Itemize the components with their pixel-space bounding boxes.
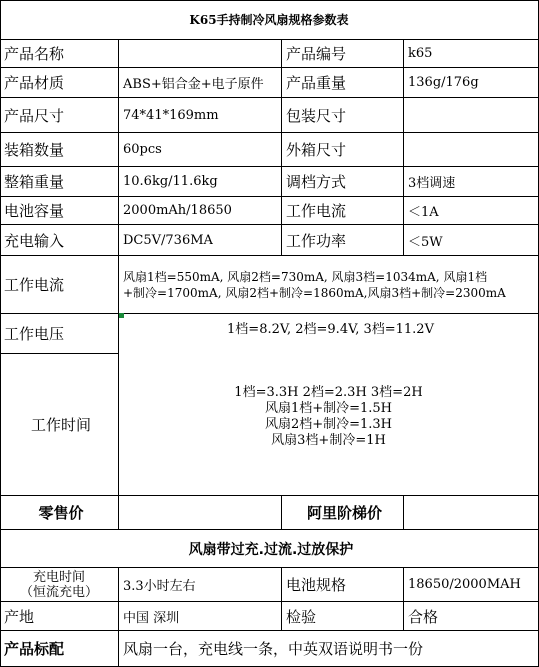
value-retail-price bbox=[119, 496, 282, 530]
label-voltage: 工作电压 bbox=[0, 314, 119, 354]
label-carton-qty: 装箱数量 bbox=[0, 133, 119, 167]
label-accessories: 产品标配 bbox=[0, 631, 119, 667]
value-carton-weight: 10.6kg/11.6kg bbox=[119, 167, 282, 197]
value-charge-input: DC5V/736MA bbox=[119, 225, 282, 256]
label-product-code: 产品编号 bbox=[282, 40, 404, 68]
current-line-1: 风扇1档=550mA, 风扇2档=730mA, 风扇3档=1034mA, 风扇1档 bbox=[123, 269, 488, 284]
value-size: 74*41*169mm bbox=[119, 98, 282, 133]
label-power: 工作功率 bbox=[282, 225, 404, 256]
label-inspection: 检验 bbox=[282, 602, 404, 631]
value-charge-time: 3.3小时左右 bbox=[119, 568, 282, 602]
value-package-size bbox=[404, 98, 539, 133]
charge-time-label-line-1: 充电时间 bbox=[32, 569, 85, 585]
label-battery-spec: 电池规格 bbox=[282, 568, 404, 602]
selection-handle bbox=[119, 313, 124, 318]
label-charge-time bbox=[0, 568, 119, 602]
value-product-name bbox=[119, 40, 282, 68]
label-speed-control: 调档方式 bbox=[282, 167, 404, 197]
value-battery: 2000mAh/18650 bbox=[119, 197, 282, 225]
label-package-size: 包装尺寸 bbox=[282, 98, 404, 133]
label-carton-size: 外箱尺寸 bbox=[282, 133, 404, 167]
value-carton-qty: 60pcs bbox=[119, 133, 282, 167]
label-current-detail: 工作电流 bbox=[0, 256, 119, 314]
value-inspection: 合格 bbox=[404, 602, 539, 631]
value-material: ABS+铝合金+电子原件 bbox=[119, 68, 282, 98]
value-voltage: 1档=8.2V, 2档=9.4V, 3档=11.2V bbox=[119, 314, 539, 338]
value-weight: 136g/176g bbox=[404, 68, 539, 98]
value-accessories: 风扇一台，充电线一条，中英双语说明书一份 bbox=[119, 631, 539, 667]
label-origin: 产地 bbox=[0, 602, 119, 631]
label-retail-price: 零售价 bbox=[0, 496, 119, 530]
label-charge-input: 充电输入 bbox=[0, 225, 119, 256]
value-origin: 中国 深圳 bbox=[119, 602, 282, 631]
value-speed-control: 3档调速 bbox=[404, 167, 539, 197]
runtime-line-3: 风扇2档+制冷=1.3H bbox=[264, 416, 393, 432]
label-tier-price: 阿里阶梯价 bbox=[282, 496, 404, 530]
value-work-current: ＜1A bbox=[404, 197, 539, 225]
label-battery: 电池容量 bbox=[0, 197, 119, 225]
runtime-line-1: 1档=3.3H 2档=2.3H 3档=2H bbox=[234, 384, 423, 400]
label-work-current: 工作电流 bbox=[282, 197, 404, 225]
label-product-name: 产品名称 bbox=[0, 40, 119, 68]
runtime-line-4: 风扇3档+制冷=1H bbox=[271, 432, 386, 448]
charge-time-label-line-2: （恒流充电） bbox=[19, 584, 98, 600]
value-tier-price bbox=[404, 496, 539, 530]
label-runtime: 工作时间 bbox=[0, 354, 119, 496]
label-size: 产品尺寸 bbox=[0, 98, 119, 133]
protection-note: 风扇带过充.过流.过放保护 bbox=[0, 530, 539, 568]
value-power: ＜5W bbox=[404, 225, 539, 256]
runtime-line-2: 风扇1档+制冷=1.5H bbox=[264, 400, 393, 416]
label-carton-weight: 整箱重量 bbox=[0, 167, 119, 197]
value-carton-size bbox=[404, 133, 539, 167]
value-product-code: k65 bbox=[404, 40, 539, 68]
value-runtime bbox=[119, 338, 539, 496]
table-title: K65手持制冷风扇规格参数表 bbox=[0, 0, 539, 40]
current-line-2: +制冷=1700mA, 风扇2档+制冷=1860mA,风扇3档+制冷=2300mA bbox=[123, 285, 506, 300]
value-current-detail bbox=[119, 256, 539, 314]
label-material: 产品材质 bbox=[0, 68, 119, 98]
label-weight: 产品重量 bbox=[282, 68, 404, 98]
value-battery-spec: 18650/2000MAH bbox=[404, 568, 539, 602]
